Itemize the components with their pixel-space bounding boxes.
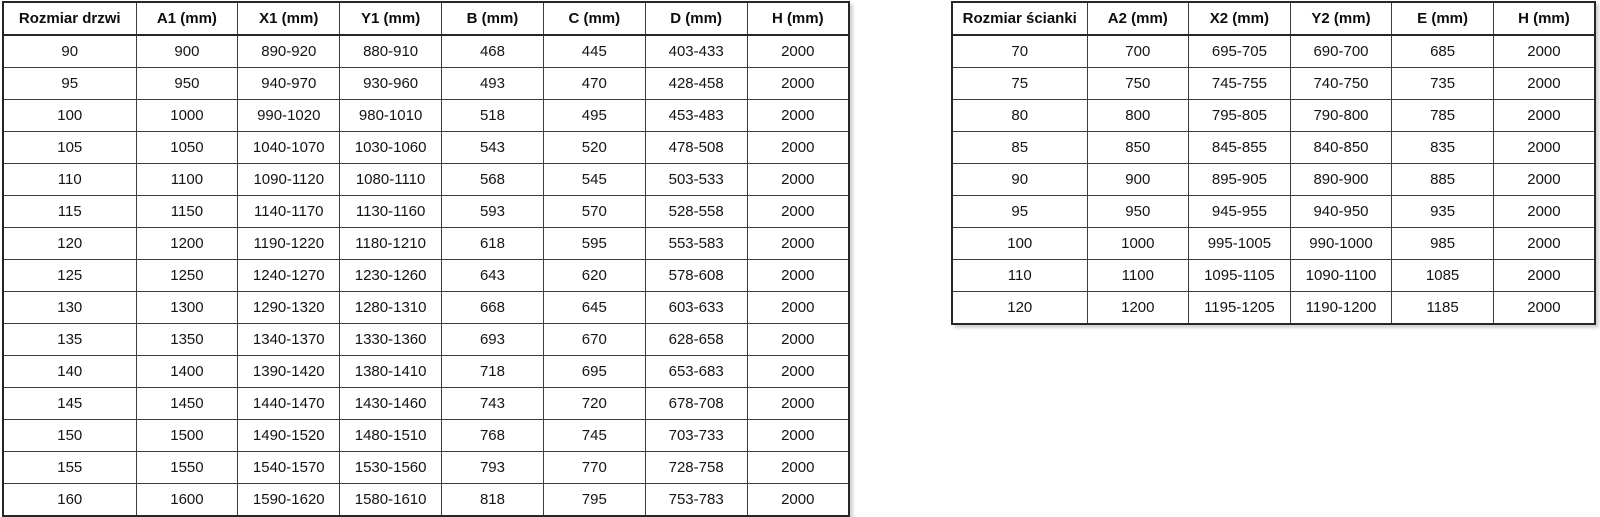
- table-cell: 1190-1220: [238, 228, 340, 260]
- table-row: [952, 68, 1595, 100]
- table-row: [3, 35, 849, 68]
- table-cell: 728-758: [645, 452, 747, 484]
- table-cell: 900: [136, 35, 238, 68]
- table-cell: 1050: [136, 132, 238, 164]
- column-header: Rozmiar drzwi: [3, 2, 136, 35]
- table-cell: 428-458: [645, 68, 747, 100]
- table-cell: 2000: [747, 388, 849, 420]
- table-cell: 2000: [747, 484, 849, 517]
- table-cell: 1100: [136, 164, 238, 196]
- table-cell: 845-855: [1189, 132, 1291, 164]
- table-cell: 2000: [1493, 68, 1595, 100]
- table-row: [3, 388, 849, 420]
- table-cell: 2000: [747, 100, 849, 132]
- table-cell: 578-608: [645, 260, 747, 292]
- table-cell: 685: [1392, 35, 1494, 68]
- table-cell: 445: [543, 35, 645, 68]
- table-row: [3, 452, 849, 484]
- table-cell: 720: [543, 388, 645, 420]
- table-cell: 1550: [136, 452, 238, 484]
- table-cell: 160: [3, 484, 136, 517]
- table-cell: 800: [1087, 100, 1189, 132]
- table-cell: 140: [3, 356, 136, 388]
- table-cell: 1450: [136, 388, 238, 420]
- table-cell: 1250: [136, 260, 238, 292]
- table-cell: 743: [442, 388, 544, 420]
- table-row: [3, 132, 849, 164]
- table-cell: 595: [543, 228, 645, 260]
- table-cell: 980-1010: [340, 100, 442, 132]
- column-header: A2 (mm): [1087, 2, 1189, 35]
- column-header: Rozmiar ścianki: [952, 2, 1087, 35]
- table-cell: 2000: [1493, 260, 1595, 292]
- table-row: [952, 260, 1595, 292]
- table-cell: 850: [1087, 132, 1189, 164]
- column-header: B (mm): [442, 2, 544, 35]
- table-cell: 568: [442, 164, 544, 196]
- table-row: [3, 228, 849, 260]
- table-cell: 1580-1610: [340, 484, 442, 517]
- door-sizes-table: [2, 1, 850, 517]
- wall-sizes-table: [951, 1, 1596, 325]
- table-cell: 1195-1205: [1189, 292, 1291, 325]
- table-cell: 1240-1270: [238, 260, 340, 292]
- table-cell: 95: [3, 68, 136, 100]
- column-header: Y1 (mm): [340, 2, 442, 35]
- table-cell: 1180-1210: [340, 228, 442, 260]
- table-cell: 790-800: [1290, 100, 1392, 132]
- table-cell: 518: [442, 100, 544, 132]
- table-cell: 1430-1460: [340, 388, 442, 420]
- table-cell: 1530-1560: [340, 452, 442, 484]
- column-header: C (mm): [543, 2, 645, 35]
- table-row: [3, 260, 849, 292]
- table-cell: 668: [442, 292, 544, 324]
- column-header: H (mm): [1493, 2, 1595, 35]
- table-cell: 1095-1105: [1189, 260, 1291, 292]
- table-cell: 1185: [1392, 292, 1494, 325]
- table-cell: 2000: [1493, 132, 1595, 164]
- table-cell: 1300: [136, 292, 238, 324]
- table-cell: 1150: [136, 196, 238, 228]
- table-cell: 2000: [1493, 100, 1595, 132]
- table-cell: 1340-1370: [238, 324, 340, 356]
- table-cell: 1085: [1392, 260, 1494, 292]
- table-cell: 110: [952, 260, 1087, 292]
- table-cell: 930-960: [340, 68, 442, 100]
- table-cell: 2000: [747, 68, 849, 100]
- table-cell: 2000: [747, 324, 849, 356]
- table-row: [3, 68, 849, 100]
- column-header: X1 (mm): [238, 2, 340, 35]
- table-cell: 840-850: [1290, 132, 1392, 164]
- table-cell: 740-750: [1290, 68, 1392, 100]
- table-cell: 745-755: [1189, 68, 1291, 100]
- table-cell: 520: [543, 132, 645, 164]
- table-cell: 493: [442, 68, 544, 100]
- table-cell: 1230-1260: [340, 260, 442, 292]
- table-cell: 2000: [747, 452, 849, 484]
- table-cell: 1200: [1087, 292, 1189, 325]
- table-cell: 643: [442, 260, 544, 292]
- table-cell: 2000: [747, 292, 849, 324]
- table-cell: 890-920: [238, 35, 340, 68]
- table-cell: 703-733: [645, 420, 747, 452]
- table-cell: 2000: [747, 420, 849, 452]
- table-row: [3, 420, 849, 452]
- table-cell: 835: [1392, 132, 1494, 164]
- table-cell: 110: [3, 164, 136, 196]
- table-cell: 1090-1100: [1290, 260, 1392, 292]
- table-cell: 90: [3, 35, 136, 68]
- header-row: [952, 2, 1595, 35]
- column-header: H (mm): [747, 2, 849, 35]
- table-cell: 1030-1060: [340, 132, 442, 164]
- table-cell: 75: [952, 68, 1087, 100]
- table-cell: 115: [3, 196, 136, 228]
- table-cell: 1500: [136, 420, 238, 452]
- table-cell: 1490-1520: [238, 420, 340, 452]
- table-cell: 1280-1310: [340, 292, 442, 324]
- table-cell: 1290-1320: [238, 292, 340, 324]
- table-cell: 990-1000: [1290, 228, 1392, 260]
- table-row: [952, 35, 1595, 68]
- table-cell: 543: [442, 132, 544, 164]
- table-cell: 1100: [1087, 260, 1189, 292]
- table-cell: 1330-1360: [340, 324, 442, 356]
- table-cell: 818: [442, 484, 544, 517]
- table-cell: 1350: [136, 324, 238, 356]
- table-row: [3, 324, 849, 356]
- table-cell: 2000: [1493, 228, 1595, 260]
- table-cell: 95: [952, 196, 1087, 228]
- table-cell: 770: [543, 452, 645, 484]
- table-cell: 628-658: [645, 324, 747, 356]
- table-cell: 70: [952, 35, 1087, 68]
- table-row: [3, 292, 849, 324]
- table-cell: 130: [3, 292, 136, 324]
- table-row: [3, 356, 849, 388]
- table-cell: 2000: [747, 228, 849, 260]
- table-cell: 528-558: [645, 196, 747, 228]
- table-cell: 695: [543, 356, 645, 388]
- table-cell: 653-683: [645, 356, 747, 388]
- table-cell: 1380-1410: [340, 356, 442, 388]
- table-cell: 2000: [747, 132, 849, 164]
- table-cell: 670: [543, 324, 645, 356]
- table-row: [952, 100, 1595, 132]
- column-header: A1 (mm): [136, 2, 238, 35]
- table-cell: 900: [1087, 164, 1189, 196]
- table-cell: 1130-1160: [340, 196, 442, 228]
- table-cell: 785: [1392, 100, 1494, 132]
- table-cell: 990-1020: [238, 100, 340, 132]
- table-cell: 495: [543, 100, 645, 132]
- table-cell: 1440-1470: [238, 388, 340, 420]
- table-cell: 695-705: [1189, 35, 1291, 68]
- table-row: [952, 196, 1595, 228]
- table-cell: 793: [442, 452, 544, 484]
- table-row: [3, 196, 849, 228]
- table-cell: 1140-1170: [238, 196, 340, 228]
- table-row: [952, 164, 1595, 196]
- table-cell: 105: [3, 132, 136, 164]
- table-cell: 795-805: [1189, 100, 1291, 132]
- table-cell: 1480-1510: [340, 420, 442, 452]
- table-cell: 885: [1392, 164, 1494, 196]
- table-cell: 895-905: [1189, 164, 1291, 196]
- table-row: [3, 100, 849, 132]
- table-cell: 135: [3, 324, 136, 356]
- table-cell: 735: [1392, 68, 1494, 100]
- header-row: [3, 2, 849, 35]
- table-cell: 2000: [747, 164, 849, 196]
- table-cell: 1000: [1087, 228, 1189, 260]
- table-cell: 2000: [1493, 196, 1595, 228]
- table-cell: 1600: [136, 484, 238, 517]
- table-cell: 2000: [1493, 35, 1595, 68]
- table-cell: 125: [3, 260, 136, 292]
- table-cell: 1590-1620: [238, 484, 340, 517]
- column-header: X2 (mm): [1189, 2, 1291, 35]
- table-row: [3, 484, 849, 517]
- table-cell: 880-910: [340, 35, 442, 68]
- table-cell: 90: [952, 164, 1087, 196]
- table-cell: 1090-1120: [238, 164, 340, 196]
- table-cell: 1190-1200: [1290, 292, 1392, 325]
- table-cell: 935: [1392, 196, 1494, 228]
- table-cell: 618: [442, 228, 544, 260]
- table-cell: 570: [543, 196, 645, 228]
- table-cell: 950: [1087, 196, 1189, 228]
- table-cell: 80: [952, 100, 1087, 132]
- table-cell: 1390-1420: [238, 356, 340, 388]
- table-cell: 678-708: [645, 388, 747, 420]
- table-cell: 603-633: [645, 292, 747, 324]
- table-cell: 890-900: [1290, 164, 1392, 196]
- table-cell: 995-1005: [1189, 228, 1291, 260]
- column-header: E (mm): [1392, 2, 1494, 35]
- table-cell: 120: [952, 292, 1087, 325]
- column-header: D (mm): [645, 2, 747, 35]
- table-cell: 2000: [747, 260, 849, 292]
- table-cell: 1400: [136, 356, 238, 388]
- table-cell: 470: [543, 68, 645, 100]
- table-cell: 503-533: [645, 164, 747, 196]
- table-cell: 403-433: [645, 35, 747, 68]
- table-cell: 545: [543, 164, 645, 196]
- table-cell: 145: [3, 388, 136, 420]
- table-cell: 690-700: [1290, 35, 1392, 68]
- table-cell: 645: [543, 292, 645, 324]
- table-cell: 593: [442, 196, 544, 228]
- table-cell: 1000: [136, 100, 238, 132]
- table-cell: 795: [543, 484, 645, 517]
- table-cell: 950: [136, 68, 238, 100]
- table-cell: 120: [3, 228, 136, 260]
- table-cell: 2000: [747, 196, 849, 228]
- table-row: [952, 132, 1595, 164]
- table-cell: 700: [1087, 35, 1189, 68]
- table-cell: 985: [1392, 228, 1494, 260]
- table-cell: 2000: [747, 356, 849, 388]
- table-row: [3, 164, 849, 196]
- table-row: [952, 228, 1595, 260]
- table-cell: 1040-1070: [238, 132, 340, 164]
- table-cell: 2000: [1493, 292, 1595, 325]
- table-cell: 1540-1570: [238, 452, 340, 484]
- table-cell: 753-783: [645, 484, 747, 517]
- table-cell: 745: [543, 420, 645, 452]
- table-cell: 150: [3, 420, 136, 452]
- table-cell: 620: [543, 260, 645, 292]
- table-cell: 85: [952, 132, 1087, 164]
- table-cell: 478-508: [645, 132, 747, 164]
- table-row: [952, 292, 1595, 325]
- table-cell: 693: [442, 324, 544, 356]
- table-cell: 155: [3, 452, 136, 484]
- table-cell: 100: [952, 228, 1087, 260]
- table-cell: 553-583: [645, 228, 747, 260]
- table-cell: 2000: [1493, 164, 1595, 196]
- table-cell: 750: [1087, 68, 1189, 100]
- table-cell: 100: [3, 100, 136, 132]
- table-cell: 1200: [136, 228, 238, 260]
- table-cell: 768: [442, 420, 544, 452]
- table-cell: 453-483: [645, 100, 747, 132]
- table-cell: 940-970: [238, 68, 340, 100]
- column-header: Y2 (mm): [1290, 2, 1392, 35]
- table-cell: 2000: [747, 35, 849, 68]
- table-cell: 468: [442, 35, 544, 68]
- table-cell: 1080-1110: [340, 164, 442, 196]
- table-cell: 718: [442, 356, 544, 388]
- table-cell: 945-955: [1189, 196, 1291, 228]
- table-cell: 940-950: [1290, 196, 1392, 228]
